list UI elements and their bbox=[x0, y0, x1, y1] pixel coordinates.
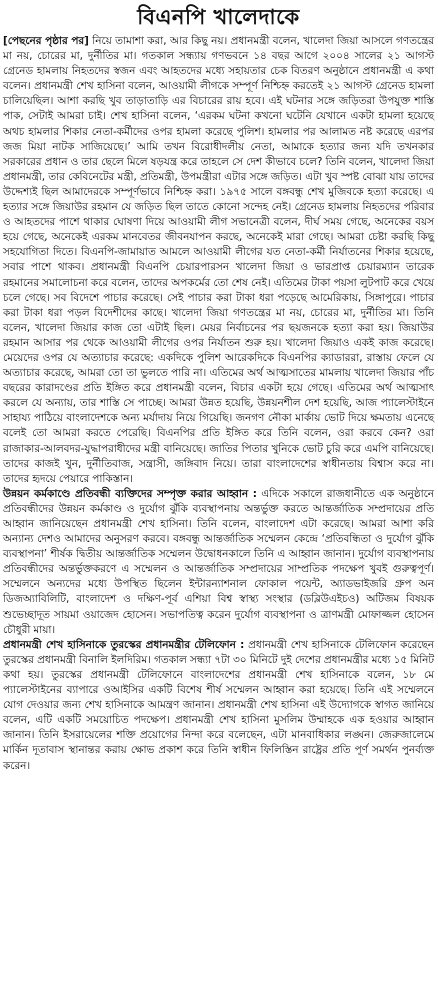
continued-from-label: [পেছনের পৃষ্ঠার পর] bbox=[3, 35, 89, 47]
article-headline: বিএনপি খালেদাকে bbox=[137, 5, 300, 29]
paragraph-1-text: নিয়ে তামাশা করা, আর কিছু নয়। প্রধানমন্ত্রী বলেন, খালেদা জিয়া আসলে গণতন্ত্রের মা নয়, চোরের মা, দুর্নীতির মা। গতকাল সন্ধ্যায় গণভবনে ১৪ বছর আগে ২০০৪ সালের ২১ আগস্ট গ্রেনেড হামলায় নিহতদের স্বজন এবং আহতদের মধ্যে সহায়তার চেক বিতরণ অনুষ্ঠানে প্রধানমন্ত্রী এ কথা বলেন। প্রধানমন্ত্রী শেখ হাসিনা বলেন, আওয়ামী লীগকে সম্পূর্ণ নিশ্চিহ্ন করতেই ২১ আগস্ট গ্রেনেড হামলা চালিয়েছিল। আশা করছি খুব তাড়াতাড়ি এর বিচারের রায় হবে। এই ঘটনার সঙ্গে জড়িতরা উপযুক্ত শাস্তি পাক, সেটাই আমরা চাই। শেখ হাসিনা বলেন, ‘এরকম ঘটনা কখনো ঘটেনি যেখানে একটা হামলা হয়েছে অথচ হামলার শিকার নেতা-কর্মীদের ওপর হামলা করেছে পুলিশ। হামলার পর আলামত নষ্ট করেছে এরপর জজ মিয়া নাটক সাজিয়েছে।’ আমি তখন বিরোধীদলীয় নেতা, আমাকে হত্যার জন্য যদি তখনকার সরকারের প্রধান ও তার ছেলে মিলে ষড়যন্ত্র করে তাহলে সে দেশ কীভাবে চলে? তিনি বলেন, খালেদা জিয়া প্রধানমন্ত্রী, তার কেবিনেটের মন্ত্রী, প্রতিমন্ত্রী, উপমন্ত্রীরা এটার সঙ্গে জড়িত। এটা খুব স্পষ্ট বোঝা যায় তাদের উদ্দেশ্যই ছিল আমাদেরকে সম্পূর্ণভাবে নিশ্চিহ্ন করা। ১৯৭৫ সালে বঙ্গবন্ধু শেখ মুজিবকে হত্যা করেছে। এ হত্যার সঙ্গে জিয়াউর রহমান যে জড়িত ছিল তাতে কোনো সন্দেহ নেই। গ্রেনেড হামলায় নিহতদের পরিবার ও আহতদের পাশে থাকার ঘোষণা দিয়ে আওয়ামী লীগ সভানেত্রী বলেন, দীর্ঘ সময় গেছে, অনেকের বয়স হয়ে গেছে, অনেকেই এরকম মানবেতর জীবনযাপন করছে, অনেকেই মারা গেছে। আমরা চেষ্টা করছি কিছু সহযোগিতা দিতে। বিএনপি-জামায়াত আমলে আওয়ামী লীগের যত নেতা-কর্মী নির্যাতনের শিকার হয়েছে, সবার পাশে থাকব। প্রধানমন্ত্রী বিএনপি চেয়ারপারসন খালেদা জিয়া ও ভারপ্রাপ্ত চেয়ারম্যান তারেক রহমানের সমালোচনা করে বলেন, তাদের অপকর্মের তো শেষ নেই। এতিমের টাকা পয়সা লুটপাট করে খেয়ে চলে গেছে। সব বিদেশে পাচার করেছে। সেই পাচার করা টাকা ধরা পড়েছে আমেরিকায়, সিঙ্গাপুরে। পাচার করা টাকা ধরা পড়ল বিদেশীদের কাছে। খালেদা জিয়া গণতন্ত্রের মা নয়, চোরের মা, দুর্নীতির মা। তিনি বলেন, খালেদা জিয়ার কাজ তো এটাই ছিল। মেয়র নির্বাচনের পর ছয়জনকে হত্যা করা হয়। জিয়াউর রহমান আসার পর থেকে আওয়ামী লীগের ওপর নির্যাতন শুরু হয়। খালেদা জিয়াও একই কাজ করেছে। মেয়েদের ওপর যে অত্যাচার করেছে: একদিকে পুলিশ আরেকদিকে বিএনপির ক্যাডাররা, রাস্তায় ফেলে যে অত্যাচার করেছে, আমরা তো তা ভুলতে পারি না। এতিমের অর্থ আত্মসাতের মামলায় খালেদা জিয়ার পাঁচ বছরের কারাদণ্ডের প্রতি ইঙ্গিত করে প্রধানমন্ত্রী বলেন, বিচার একটা হয়ে গেছে। এতিমের অর্থ আত্মসাৎ করলে যে অন্যায়, তার শাস্তি সে পাচ্ছে। আমরা উন্নত হয়েছি, উন্নয়নশীল দেশ হয়েছি, আজ প্যালেস্টাইনে সাহায্য পাঠিয়ে বাংলাদেশকে অন্য মর্যাদায় নিয়ে গিয়েছি। জনগণ নৌকা মার্কায় ভোট দিয়ে ক্ষমতায় এনেছে বলেই তো আমরা করতে পেরেছি। বিএনপির প্রতি ইঙ্গিত করে তিনি বলেন, ওরা করবে কেন? ওরা রাজাকার-আলবদর-যুদ্ধাপরাধীদের মন্ত্রী বানিয়েছে। জাতির পিতার খুনিকে ভোট চুরি করে এমপি বানিয়েছে। তাদের কাজই খুন, দুর্নীতিবাজ, সন্ত্রাসী, জঙ্গিবাদ নিয়ে। তারা বাংলাদেশের স্বাধীনতায় বিশ্বাস করে না। তাদের হৃদয়ে পেয়ারে পাকিস্তান। bbox=[3, 35, 435, 485]
subheading-turkey-call: প্রধানমন্ত্রী শেখ হাসিনাকে তুরস্কের প্রধানমন্ত্রীর টেলিফোন : bbox=[3, 638, 245, 651]
paragraph-3-text: প্রধানমন্ত্রী শেখ হাসিনাকে টেলিফোন করেছেন তুরস্কের প্রধানমন্ত্রী বিনালি ইলদিরিম। গতকাল সন্ধ্যা ৭টা ৩০ মিনিটে দুই দেশের প্রধানমন্ত্রীর মধ্যে ১৫ মিনিট কথা হয়। তুরস্কের প্রধানমন্ত্রী টেলিফোনে বাংলাদেশের প্রধানমন্ত্রী শেখ হাসিনাকে বলেন, ১৮ মে প্যালেস্টাইনের ব্যাপারে ওআইসির একটি বিশেষ শীর্ষ সম্মেলন আহ্বান করা হয়েছে। তিনি এই সম্মেলনে যোগ দেওয়ার জন্য শেখ হাসিনাকে আমন্ত্রণ জানান। প্রধানমন্ত্রী শেখ হাসিনা এই উদ্যোগকে স্বাগত জানিয়ে বলেন, এটি একটি সময়োচিত পদক্ষেপ। প্রধানমন্ত্রী শেখ হাসিনা মুসলিম উম্মাহকে এক হওয়ার আহ্বান জানান। তিনি ইসরায়েলের শক্তি প্রয়োগের নিন্দা করে বলেছেন, এটা মানবাধিকার লঙ্ঘন। জেরুজালেমে মার্কিন দূতাবাস স্থানান্তর করায় ক্ষোভ প্রকাশ করে তিনি স্বাধীন ফিলিস্তিন রাষ্ট্রের প্রতি পূর্ণ সমর্থন পুনর্ব্যক্ত করেন। bbox=[3, 638, 435, 772]
article-body bbox=[3, 34, 434, 774]
subheading-disability: উন্নয়ন কর্মকাণ্ডে প্রতিবন্ধী ব্যক্তিদের সম্পৃক্ত করার আহ্বান : bbox=[3, 487, 257, 500]
paragraph-2-text: এদিকে সকালে রাজধানীতে এক অনুষ্ঠানে প্রতিবন্ধীদের উন্নয়ন কর্মকাণ্ড ও দুর্যোগ ঝুঁকি ব্যবস্থাপনায় অন্তর্ভুক্ত করতে আন্তর্জাতিক সম্প্রদায়ের প্রতি আহ্বান জানিয়েছেন প্রধানমন্ত্রী শেখ হাসিনা। তিনি বলেন, বাংলাদেশ এটা করেছে। আমরা আশা করি অন্যান্য দেশও আমাদের অনুসরণ করবে। বঙ্গবন্ধু আন্তর্জাতিক সম্মেলন কেন্দ্রে ‘প্রতিবন্ধিতা ও দুর্যোগ ঝুঁকি ব্যবস্থাপনা’ শীর্ষক দ্বিতীয় আন্তর্জাতিক সম্মেলন উদ্বোধনকালে তিনি এ আহ্বান জানান। দুর্যোগ ব্যবস্থাপনায় প্রতিবন্ধীদের অন্তর্ভুক্তকরণে এ সম্মেলন ও আন্তর্জাতিক সম্প্রদায়ের সাম্প্রতিক পদক্ষেপ খুবই গুরুত্বপূর্ণ। সম্মেলনে অন্যদের মধ্যে উপস্থিত ছিলেন ইন্টারন্যাশনাল ফোকাল পয়েন্ট, অ্যাডভাইজরি গ্রুপ অন ডিজঅ্যাবিলিটি, বাংলাদেশ ও দক্ষিণ-পূর্ব এশিয়া বিশ্ব স্বাস্থ্য সংস্থার (ডব্লিউএইচও) অটিজম বিষয়ক শুভেচ্ছাদূত সায়মা ওয়াজেদ হোসেন। সভাপতিত্ব করেন দুর্যোগ ব্যবস্থাপনা ও ত্রাণমন্ত্রী মোফাজ্জল হোসেন চৌধুরী মায়া। bbox=[3, 487, 434, 636]
paragraph-2 bbox=[3, 487, 434, 638]
paragraph-1 bbox=[3, 34, 434, 487]
paragraph-3 bbox=[3, 638, 434, 774]
